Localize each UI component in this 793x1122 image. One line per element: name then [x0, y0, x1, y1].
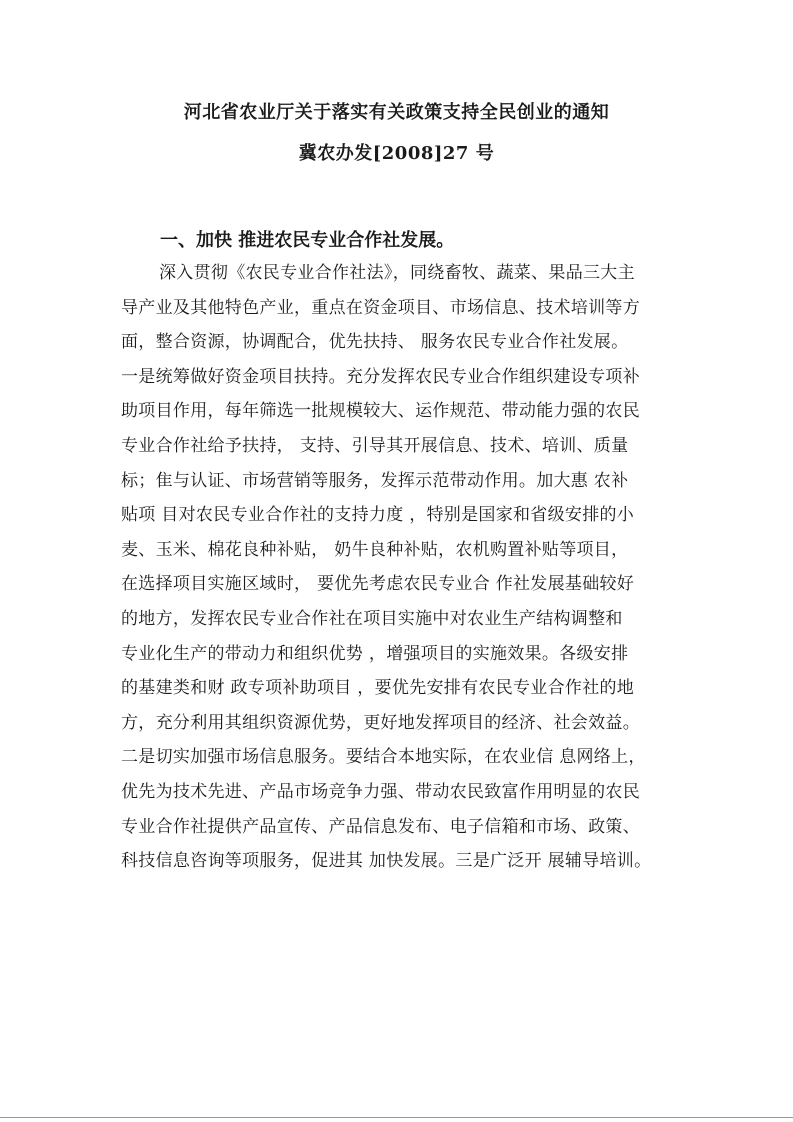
- body-line: 二是切实加强市场信息服务。要结合本地实际，在农业信 息网络上，: [121, 747, 646, 768]
- body-line: 方，充分利用其组织资源优势，更好地发挥项目的经济、社会效益。: [121, 712, 640, 733]
- body-line: 的基建类和财 政专项补助项目 ，要优先安排有农民专业合作社的地: [121, 678, 635, 699]
- document-title: 河北省农业厅关于落实有关政策支持全民创业的通知: [183, 102, 610, 123]
- body-line: 在选择项目实施区域时， 要优先考虑农民专业合 作社发展基础较好: [121, 574, 635, 595]
- body-line: 的地方，发挥农民专业合作社在项目实施中对农业生产结构调整和: [121, 608, 623, 629]
- page-bottom-divider: [0, 1117, 793, 1118]
- body-line: 科技信息咨询等项服务，促进其 加快发展。三是广泛开 展辅导培训。: [121, 851, 652, 872]
- body-line: 深入贯彻《农民专业合作社法》，同绕畜牧、蔬菜、果品三大主: [159, 263, 635, 283]
- section-heading: 一、加快 推进农民专业合作社发展。: [160, 230, 455, 251]
- body-line: 专业化生产的带动力和组织优势 ，增强项目的实施效果。各级安排: [121, 643, 629, 664]
- body-line: 优先为技术先进、产品市场竞争力强、带动农民致富作用明显的农民: [121, 781, 640, 802]
- body-text: [121, 256, 677, 879]
- body-line: 导产业及其他特色产业，重点在资金项目、市场信息、技术培训等方: [121, 297, 640, 318]
- body-line: 标；隹与认证、市场营销等服务，发挥示范带动作用。加大惠 农补: [121, 470, 629, 491]
- body-line: 专业合作社提供产品宣传、产品信息发布、电子信箱和市场、政策、: [121, 816, 640, 837]
- body-line: 助项目作用，每年筛选一批规模较大、运作规范、带动能力强的农民: [121, 401, 640, 422]
- body-line: 专业合作社给予扶持， 支持、引导其开展信息、技术、培训、质量: [121, 435, 629, 456]
- body-line: 贴项 目对农民专业合作社的支持力度 ，特别是国家和省级安排的小: [121, 505, 635, 526]
- body-line: 面，整合资源，协调配合，优先扶持、 服务农民专业合作社发展。: [121, 332, 629, 353]
- document-number: 冀农办发[2008]27 号: [298, 143, 495, 164]
- body-line: 麦、玉米、棉花良种补贴， 奶牛良种补贴，农机购置补贴等项目，: [121, 539, 629, 560]
- body-line: 一是统筹做好资金项目扶持。充分发挥农民专业合作组织建设专项补: [121, 366, 640, 387]
